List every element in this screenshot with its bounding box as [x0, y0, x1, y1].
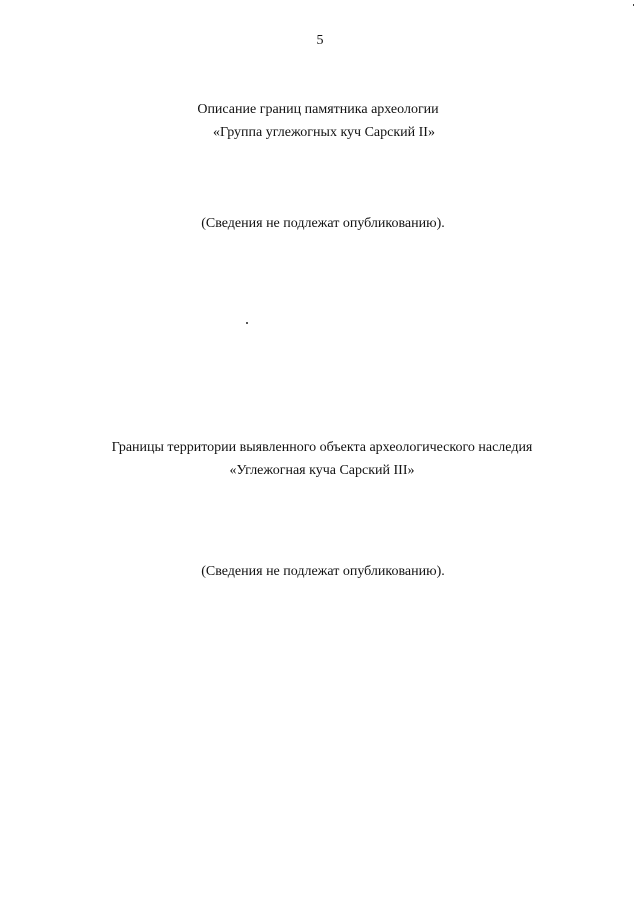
section1-restriction-note: (Сведения не подлежат опубликованию).	[201, 216, 445, 231]
scan-speck	[246, 322, 248, 324]
scan-speck	[633, 4, 634, 6]
section1-title-line2: «Группа углежогных куч Сарский II»	[213, 125, 435, 140]
page-number: 5	[316, 33, 324, 48]
section1-title-line1: Описание границ памятника археологии	[197, 102, 439, 117]
section2-title-line2: «Углежогная куча Сарский III»	[229, 463, 415, 478]
section2-title-line1: Границы территории выявленного объекта археологического наследия	[111, 440, 533, 455]
section2-restriction-note: (Сведения не подлежат опубликованию).	[201, 564, 445, 579]
